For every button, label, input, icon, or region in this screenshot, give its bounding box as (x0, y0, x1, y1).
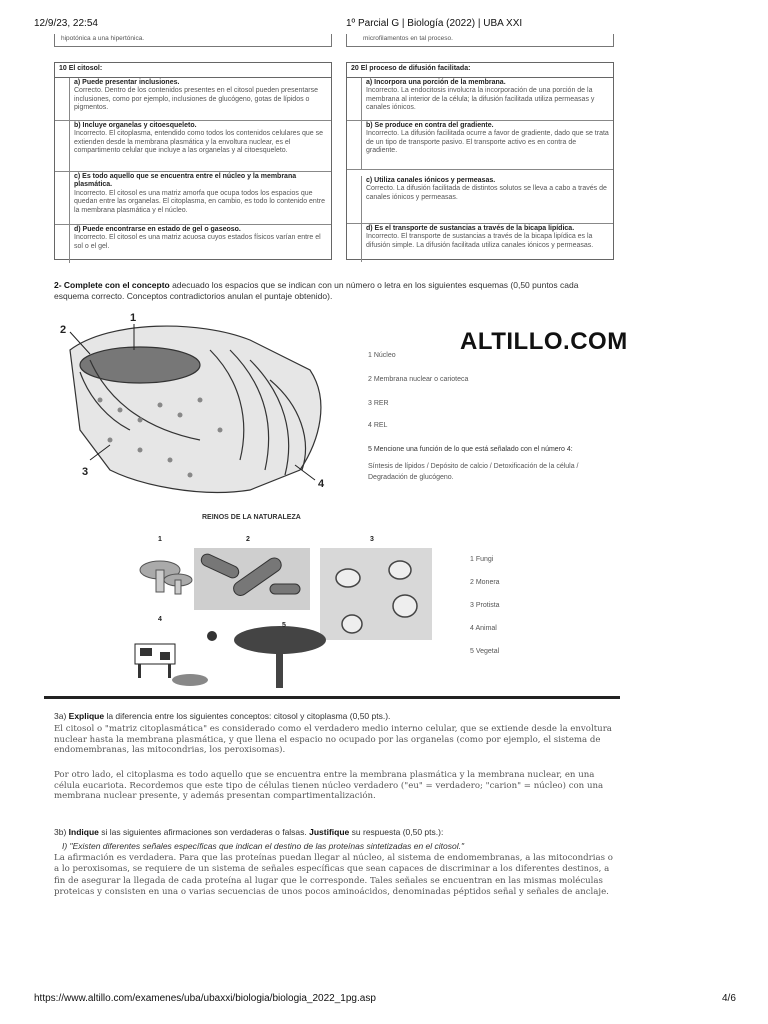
kingdom-number-2: 2 (246, 536, 250, 543)
option-row (55, 225, 331, 263)
section-divider (44, 696, 620, 699)
kingdom-number-3: 3 (370, 536, 374, 543)
option-title: d) Es el transporte de sustancias a través de la bicapa lipídica. (366, 225, 575, 232)
kingdoms-illustration (130, 540, 440, 700)
option-row (55, 121, 331, 172)
q3a-bold: Explique (68, 711, 105, 721)
option-row (347, 78, 613, 121)
kingdom-answer-4: 4 Animal (470, 625, 497, 632)
q3a-prefix: 3a) (54, 711, 69, 721)
question-2-statement (54, 280, 614, 302)
question-2-text: adecuado los espacios que se indican con un número o letra en los siguientes esquemas (0,50 puntos cada esquema correcto. Conceptos contradictorios anulan el puntaje obtenido). (54, 280, 579, 302)
answer-3: 3 RER (368, 400, 389, 407)
q3b-bold2: Justifique (309, 827, 350, 837)
answer-5-prompt: 5 Mencione una función de lo que está señalado con el número 4: (368, 446, 573, 453)
kingdom-number-4: 4 (158, 616, 162, 623)
q3a-text: la diferencia entre los siguientes conceptos: citosol y citoplasma (0,50 pts.). (104, 711, 391, 721)
kingdom-answer-2: 2 Monera (470, 579, 500, 586)
option-title: a) Incorpora una porción de la membrana. (366, 79, 506, 86)
option-feedback: Incorrecto. La difusión facilitada ocurre a favor de gradiente, dado que se trata de un tipo de transporte pasivo. El transporte activo es en contra de gradiente. (366, 130, 609, 155)
question-2-bold: 2- Complete con el concepto (54, 280, 170, 290)
footer-url: https://www.altillo.com/examenes/uba/ubaxxi/biologia/biologia_2022_1pg.asp (34, 993, 376, 1004)
answer-1: 1 Núcleo (368, 352, 396, 359)
snippet-text: microfilamentos en tal proceso. (363, 35, 453, 42)
option-row (347, 224, 613, 262)
option-feedback: Incorrecto. La endocitosis involucra la incorporación de una porción de la membrana al interior de la célula; la difusión facilitada utiliza permeasas y canales iónicos. (366, 87, 595, 112)
question-20-box (346, 62, 614, 260)
answer-4: 4 REL (368, 422, 388, 429)
option-feedback: Incorrecto. El transporte de sustancias a través de la bicapa lipídica es la difusión simple. La difusión facilitada utiliza canales iónicos y permeasas. (366, 233, 594, 249)
snippet-text: hipotónica a una hipertónica. (61, 35, 145, 42)
q3b-prefix: 3b) (54, 827, 69, 837)
kingdoms-title: REINOS DE LA NATURALEZA (202, 514, 301, 521)
answer-5: Síntesis de lípidos / Depósito de calcio / Detoxificación de la célula / Degradación de glucógeno. (368, 463, 579, 481)
kingdom-number-1: 1 (158, 536, 162, 543)
option-title: b) Incluye organelas y citoesqueleto. (74, 122, 197, 129)
q3b-bold1: Indique (68, 827, 99, 837)
option-row (55, 172, 331, 225)
q3a-answer-p2: Por otro lado, el citoplasma es todo aquello que se encuentra entre la membrana plasmática y la membrana nuclear, en una célula eucariota. Recordemos que este tipo de células tienen núcleo verdadero ("eu" = verdadero; "carion" = núcleo) con una membrana nuclear presente, y además presentan compartimentalización. (54, 770, 604, 802)
question-10-box (54, 62, 332, 260)
kingdom-answer-3: 3 Protista (470, 602, 500, 609)
option-title: c) Es todo aquello que se encuentra entre el núcleo y la membrana plasmática. (74, 173, 297, 189)
option-title: c) Utiliza canales iónicos y permeasas. (366, 177, 496, 184)
diagram-label-3: 3 (82, 466, 89, 478)
answer-2: 2 Membrana nuclear o carioteca (368, 376, 469, 383)
option-feedback: Incorrecto. El citosol es una matriz amorfa que ocupa todos los espacios que quedan entre las organelas. El citoplasma, en cambio, es todo lo contenido entre la membrana plasmática y el núcleo. (74, 189, 325, 214)
question-3a-statement (54, 711, 390, 721)
q3b-item: I) "Existen diferentes señales específicas que indican el destino de las proteínas sintetizadas en el citosol." (62, 841, 464, 851)
option-feedback: Incorrecto. El citoplasma, entendido como todos los contenidos celulares que se extienden desde la membrana plasmática y la envoltura nuclear, es el compartimento celular que incluye a las organelas y al citoesqueleto. (74, 130, 324, 155)
option-feedback: Incorrecto. El citosol es una matriz acuosa cuyos estados físicos varían entre el sol o el gel. (74, 234, 321, 250)
question-20-title: 20 El proceso de difusión facilitada: (347, 63, 613, 78)
option-row (55, 78, 331, 121)
kingdom-answer-1: 1 Fungi (470, 556, 494, 563)
option-row (347, 121, 613, 170)
option-feedback: Correcto. Dentro de los contenidos presentes en el citosol pueden presentarse inclusiones, como por ejemplo, inclusiones de glucógeno, gotas de lípidos o pigmentos. (74, 87, 318, 112)
prev-question-tail-right (346, 34, 614, 47)
q3a-answer-p1: El citosol o "matriz citoplasmática" es considerado como el verdadero medio interno celular, que se extiende desde la envoltura nuclear hasta la membrana plasmática, y que llena el espacio no ocupado por las organelas (como por ejemplo, el sistema de endomembranas, las mitocondrias, los peroxisomas). (54, 724, 612, 756)
option-row (347, 170, 613, 224)
q3b-text: su respuesta (0,50 pts.): (349, 827, 444, 837)
diagram-label-4: 4 (318, 478, 325, 490)
print-datetime: 12/9/23, 22:54 (34, 18, 98, 29)
option-feedback: Correcto. La difusión facilitada de distintos solutos se lleva a cabo a través de canales iónicos y permeasas. (366, 185, 607, 201)
kingdom-answer-5: 5 Vegetal (470, 648, 500, 655)
endomembrane-diagram (50, 310, 350, 500)
q3b-mid: si las siguientes afirmaciones son verdaderas o falsas. (98, 827, 310, 837)
footer-page: 4/6 (722, 993, 736, 1004)
kingdom-number-5: 5 (282, 622, 286, 629)
diagram-label-2: 2 (60, 324, 67, 336)
option-title: d) Puede encontrarse en estado de gel o gaseoso. (74, 226, 241, 233)
option-title: a) Puede presentar inclusiones. (74, 79, 180, 86)
option-title: b) Se produce en contra del gradiente. (366, 122, 494, 129)
diagram-label-1: 1 (130, 312, 137, 324)
watermark-logo: ALTILLO.COM (460, 328, 628, 355)
page-title: 1º Parcial G | Biología (2022) | UBA XXI (346, 18, 523, 29)
prev-question-tail-left (54, 34, 332, 47)
q3b-answer: La afirmación es verdadera. Para que las proteínas puedan llegar al núcleo, al sistema de endomembranas, a las mitocondrias o a lo peroxisomas, se requiere de un sistema de señales específicas que sean capaces de discriminar a los diferentes destinos, a fin de asegurar la llegada de cada proteína al lugar que le corresponde. Tales señales se encuentran en las mismas moléculas proteicas y consisten en una o varias secuencias de unos pocos aminoácidos, denominadas péptidos señal y señales de anclaje. (54, 853, 613, 898)
question-10-title: 10 El citosol: (55, 63, 331, 78)
question-3b-statement (54, 827, 443, 837)
